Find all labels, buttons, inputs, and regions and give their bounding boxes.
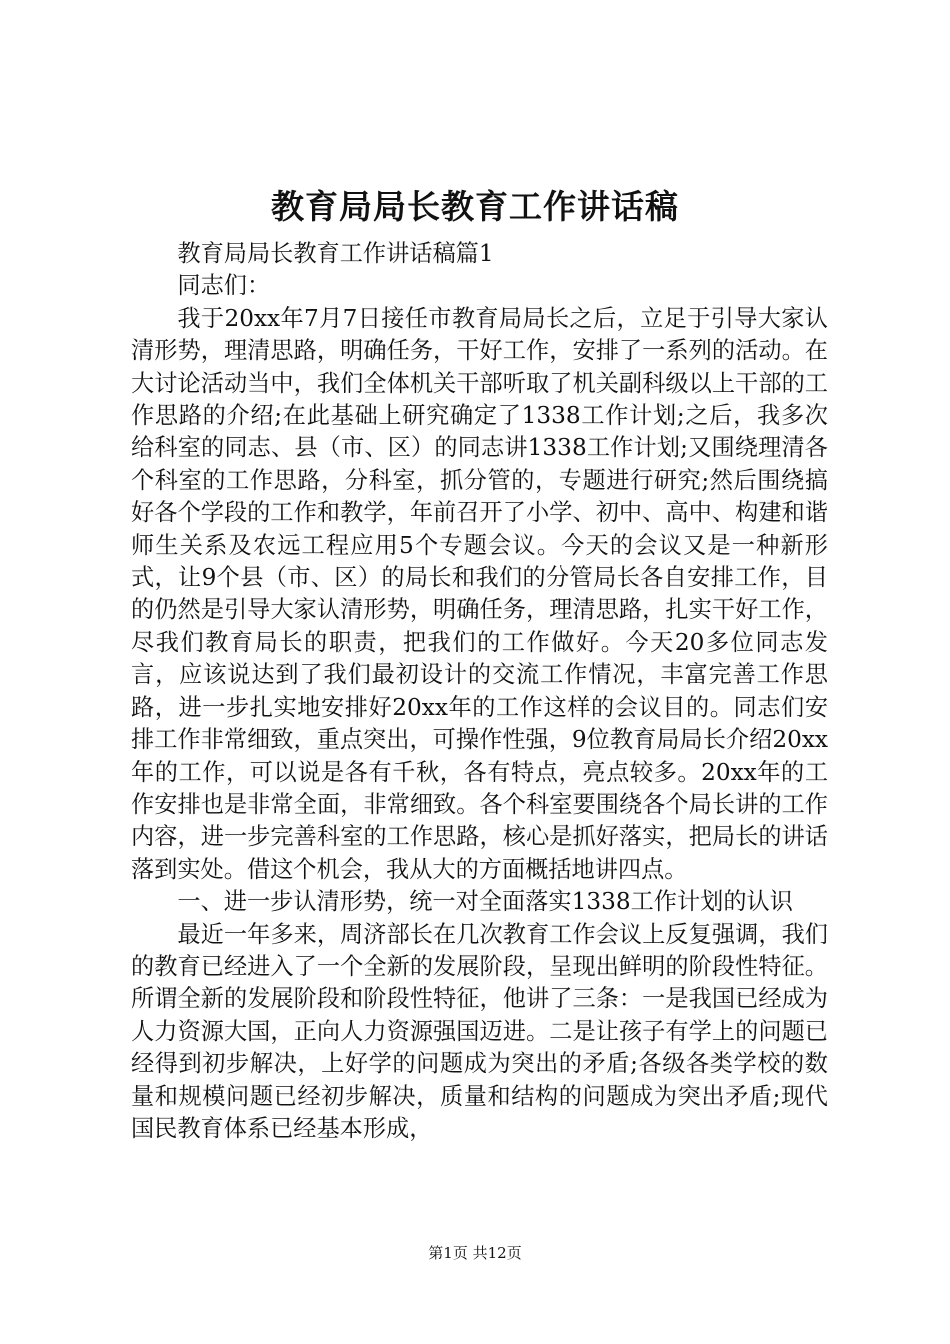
page-number-footer: 第1页 共12页	[428, 1244, 522, 1262]
paragraph-salutation: 同志们：	[177, 272, 271, 300]
document-title: 教育局局长教育工作讲话稿	[271, 187, 679, 226]
document-body	[131, 238, 828, 1145]
paragraph-subtitle: 教育局局长教育工作讲话稿篇1	[177, 240, 494, 267]
paragraph-intro: 我于20xx年7月7日接任市教育局局长之后，立足于引导大家认清形势，理清思路，明确任务，干好工作，安排了一系列的活动。在大讨论活动当中，我们全体机关干部听取了机关副科级以上干部的工作思路的介绍;在此基础上研究确定了1338工作计划;之后，我多次给科室的同志、县（市、区）的同志讲1338工作计划;又围绕理清各个科室的工作思路，分科室，抓分管的，专题进行研究;然后围绕搞好各个学段的工作和教学，年前召开了小学、初中、高中、构建和谐师生关系及农远工程应用5个专题会议。今天的会议又是一种新形式，让9个县（市、区）的局长和我们的分管局长各自安排工作，目的仍然是引导大家认清形势，明确任务，理清思路，扎实干好工作，尽我们教育局长的职责，把我们的工作做好。今天20多位同志发言，应该说达到了我们最初设计的交流工作情况，丰富完善工作思路，进一步扎实地安排好20xx年的工作这样的会议目的。同志们安排工作非常细致，重点突出，可操作性强，9位教育局局长介绍20xx年的工作，可以说是各有千秋，各有特点，亮点较多。20xx年的工作安排也是非常全面，非常细致。各个科室要围绕各个局长讲的工作内容，进一步完善科室的工作思路，核心是抓好落实，把局长的讲话落到实处。借这个机会，我从大的方面概括地讲四点。	[131, 304, 828, 883]
paragraph-section-body: 最近一年多来，周济部长在几次教育工作会议上反复强调，我们的教育已经进入了一个全新的发展阶段，呈现出鲜明的阶段性特征。所谓全新的发展阶段和阶段性特征，他讲了三条：一是我国已经成为人力资源大国，正向人力资源强国迈进。二是让孩子有学上的问题已经得到初步解决，上好学的问题成为突出的矛盾;各级各类学校的数量和规模问题已经初步解决，质量和结构的问题成为突出矛盾;现代国民教育体系已经基本形成，	[131, 920, 828, 1142]
paragraph-section-heading: 一、进一步认清形势，统一对全面落实1338工作计划的认识	[177, 888, 793, 916]
